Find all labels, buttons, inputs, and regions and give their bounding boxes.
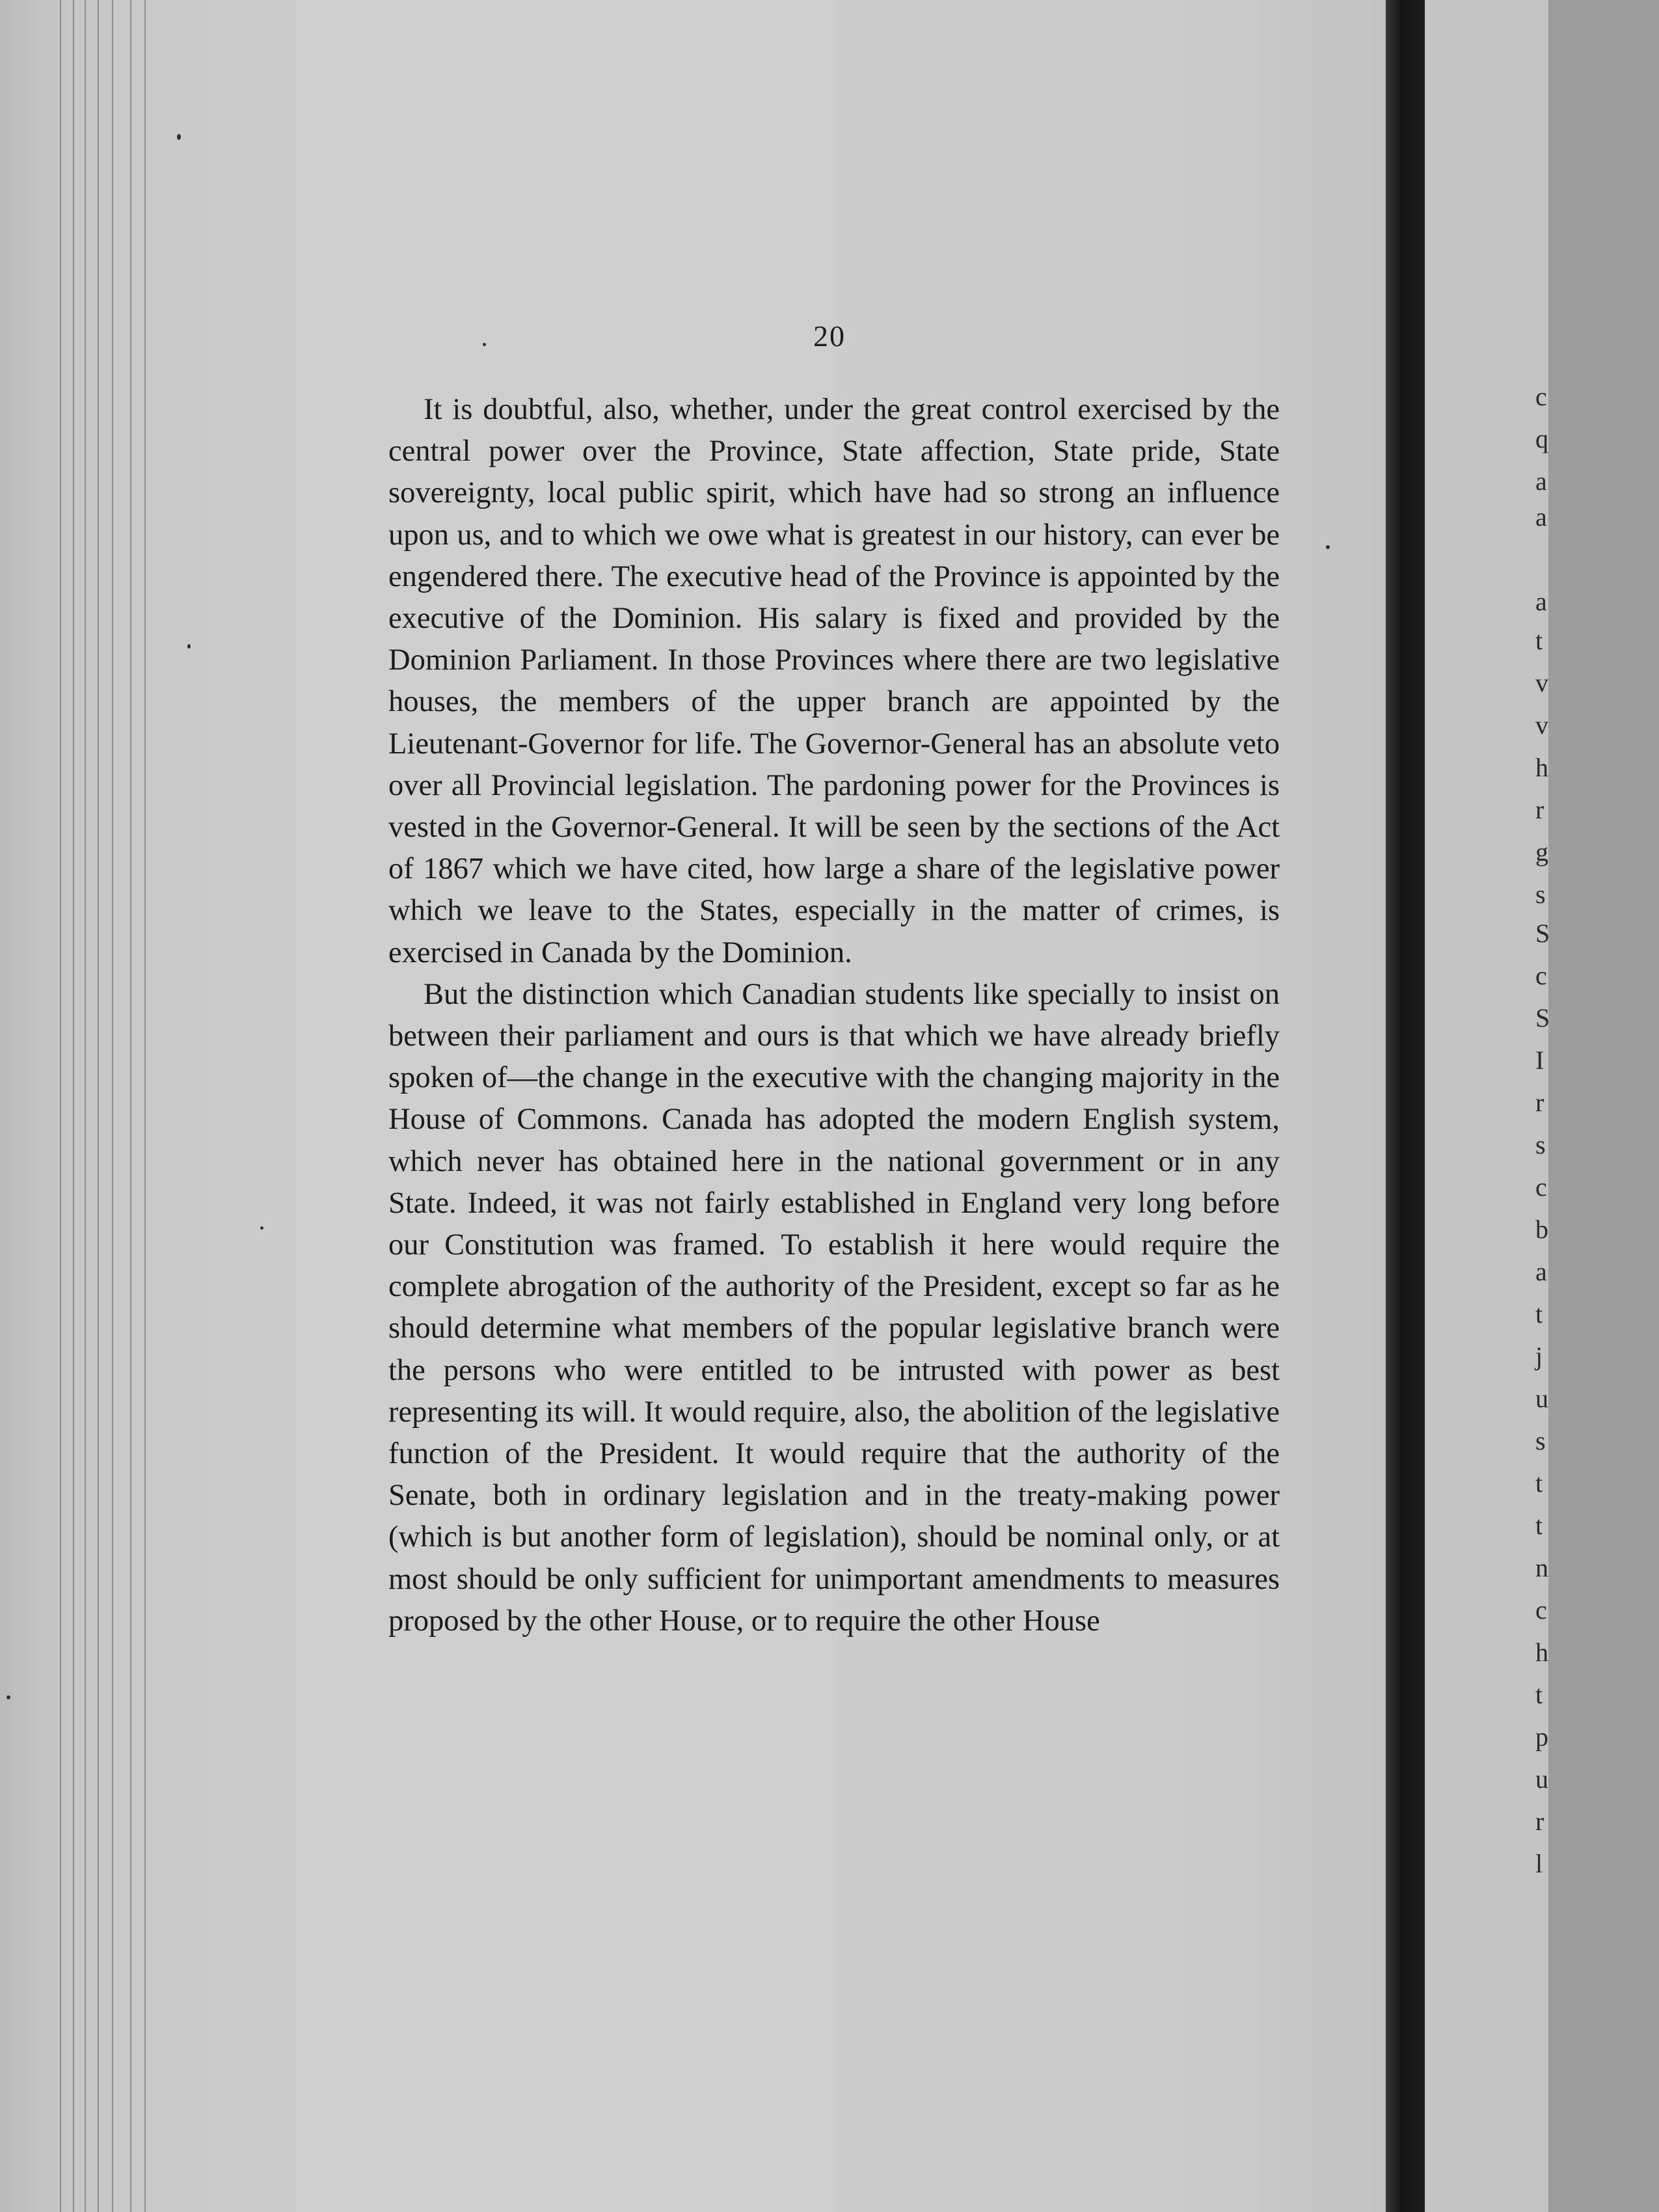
facing-page-letter: q <box>1535 424 1548 453</box>
facing-page-letter: a <box>1535 466 1547 496</box>
facing-page-letter: s <box>1535 880 1546 909</box>
facing-page-letter: b <box>1535 1215 1548 1244</box>
facing-page-letter: t <box>1535 626 1543 655</box>
paragraph: But the distinction which Canadian students like specially to insist on between their parliament and ours is that which we have already briefly spoken of—the change in the executive with the changing majority in the House of Commons. Canada has adopted the modern English system, which never has obtained here in the national government or in any State. Indeed, it was not fairly established in England very long before our Constitution was framed. To establish it here would require the complete abrogation of the authority of the President, except so far as he should determine what members of the popular legislative branch were the persons who were entitled to be intrusted with power as best representing its will. It would require, also, the abolition of the legislative function of the President. It would require that the authority of the Senate, both in ordinary legislation and in the treaty-making power (which is but another form of legislation), should be nominal only, or at most should be only sufficient for unimportant amendments to measures proposed by the other House, or to require the other House <box>388 977 1280 1638</box>
facing-page-letter: t <box>1535 1468 1543 1498</box>
book-gutter <box>1386 0 1425 2212</box>
dust-speck <box>7 1695 10 1699</box>
facing-page-letter: n <box>1535 1553 1548 1582</box>
facing-page-letter: r <box>1535 1807 1544 1836</box>
facing-page-letter: j <box>1535 1342 1543 1371</box>
facing-page-letter: r <box>1535 795 1544 824</box>
dust-speck <box>187 644 191 649</box>
facing-page-letter: h <box>1535 1638 1548 1667</box>
facing-page-letter: v <box>1535 710 1548 740</box>
facing-page-letter: h <box>1535 753 1548 782</box>
facing-page-letter: t <box>1535 1680 1543 1709</box>
facing-page-letter: u <box>1535 1764 1548 1794</box>
facing-page-letter: s <box>1535 1426 1546 1455</box>
dust-speck <box>260 1226 263 1230</box>
facing-page-letter: t <box>1535 1299 1543 1329</box>
facing-page-letter: s <box>1535 1130 1546 1159</box>
facing-page-letter: c <box>1535 382 1547 411</box>
facing-page-letter: c <box>1535 961 1547 990</box>
facing-page-letter: c <box>1535 1595 1547 1625</box>
facing-page-letter: t <box>1535 1511 1543 1540</box>
paragraph: It is doubtful, also, whether, under the great control exercised by the central power over the Province, State affection, State pride, State sovereignty, local public spirit, which have had so strong an influence upon us, and to which we owe what is greatest in our history, can ever be engendered there. The executive head of the Province is appointed by the executive of the Dominion. His salary is fixed and provided by the Dominion Parliament. In those Provinces where there are two legislative houses, the members of the upper branch are appointed by the Lieutenant-Governor for life. The Governor-General has an absolute veto over all Provincial legislation. The pardoning power for the Provinces is vested in the Governor-General. It will be seen by the sections of the Act of 1867 which we have cited, how large a share of the legislative power which we leave to the States, especially in the matter of crimes, is exercised in Canada by the Dominion. <box>388 393 1280 969</box>
facing-page-letter: l <box>1535 1849 1543 1878</box>
facing-page-edge <box>1425 0 1548 2212</box>
facing-page-letter: r <box>1535 1088 1544 1117</box>
facing-page-letter: S <box>1535 919 1550 948</box>
facing-page-letter: a <box>1535 587 1547 616</box>
facing-page-letter: a <box>1535 502 1547 532</box>
page-number: 20 <box>813 319 846 353</box>
dust-speck <box>1326 545 1330 549</box>
facing-page-letter: u <box>1535 1384 1548 1413</box>
facing-page-letter: v <box>1535 668 1548 697</box>
facing-page-letter: a <box>1535 1257 1547 1286</box>
dust-speck <box>483 343 486 346</box>
facing-page-letter: c <box>1535 1172 1547 1202</box>
facing-page-letter: S <box>1535 1003 1550 1032</box>
body-text <box>388 389 1280 1642</box>
facing-page-letter: p <box>1535 1722 1548 1751</box>
facing-page-letter: g <box>1535 837 1548 867</box>
facing-page-letter: I <box>1535 1045 1544 1075</box>
dust-speck <box>177 134 181 140</box>
